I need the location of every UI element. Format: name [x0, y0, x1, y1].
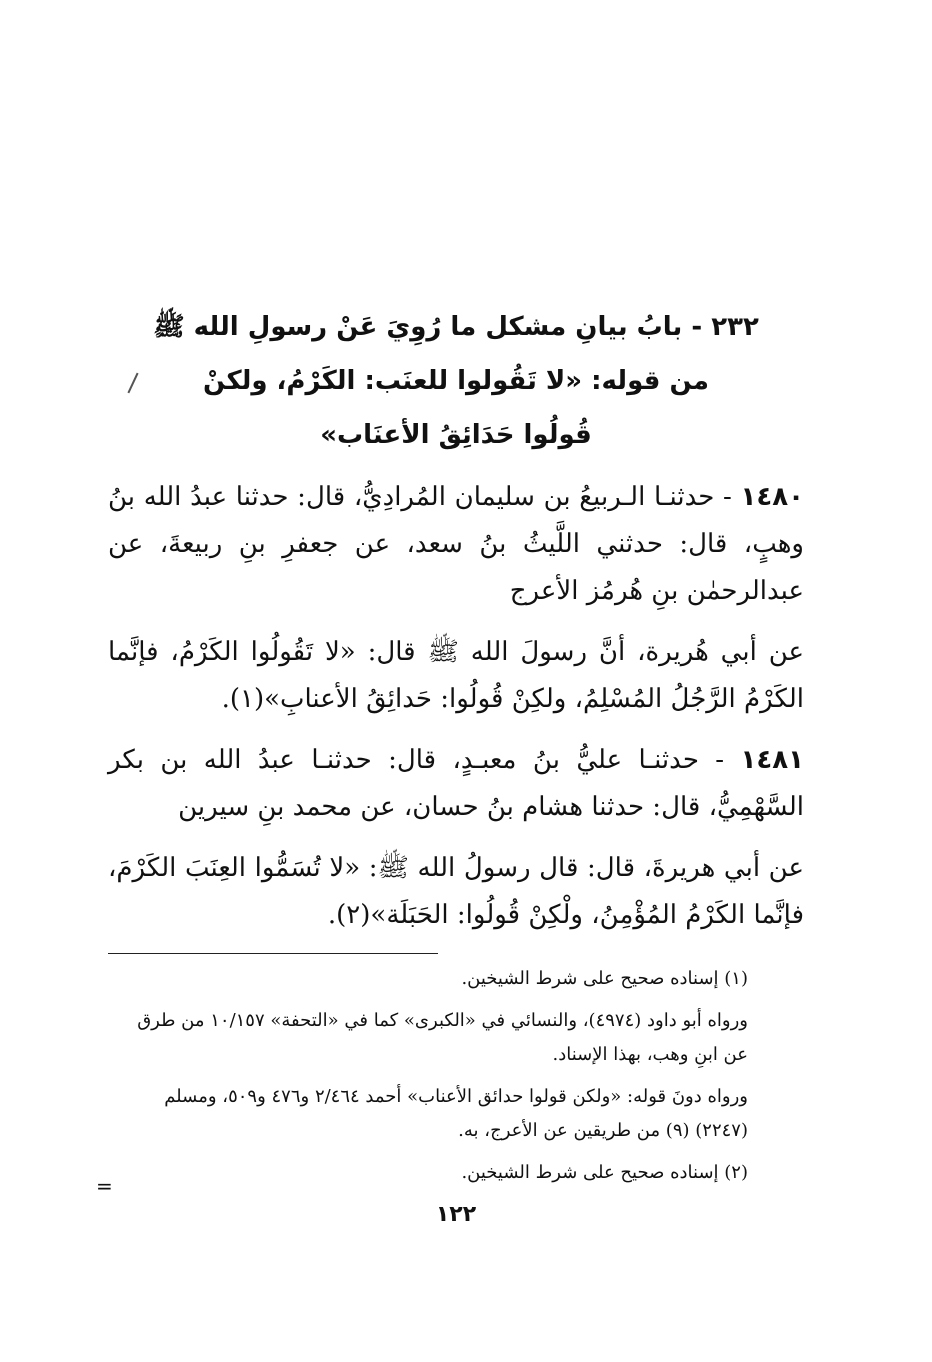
page-body	[108, 300, 804, 1227]
chapter-title-line-3: قُولُوا حَدَائِقُ الأعنَاب»	[320, 420, 592, 450]
chapter-title-line-1: ٢٣٢ - بابُ بيانِ مشكل ما رُوِيَ عَنْ رسولِ الله ﷺ	[153, 312, 759, 342]
hadith-number: ١٤٨١	[740, 745, 805, 775]
chapter-heading	[108, 300, 804, 462]
hadith-1481-matn: عن أبي هريرةَ، قال: قال رسولُ الله ﷺ: «لا تُسَمُّوا العِنَبَ الكَرْمَ، فإنَّما الكَرْمُ المُؤْمِنُ، ولْكِنْ قُولُوا: الحَبَلَة»(٢).	[108, 853, 804, 930]
footnote-separator	[108, 953, 438, 954]
footnote-1-text-a: ورواه أبو داود (٤٩٧٤)، والنسائي في «الكبرى» كما في «التحفة» ١٠/١٥٧ من طرق عن ابنِ وهب، بهذا الإسناد.	[137, 1010, 748, 1065]
hadith-1480-matn: عن أبي هُريرة، أنَّ رسولَ الله ﷺ قال: «لا تَقُولُوا الكَرْمُ، فإنَّما الكَرْمُ الرَّجُلُ المُسْلِمُ، ولكِنْ قُولُوا: حَدائِقُ الأعنابِ»(١).	[108, 637, 804, 714]
footnote-separator-wrap	[108, 953, 804, 954]
hadith-number: ١٤٨٠	[740, 482, 804, 512]
chapter-title-line-2: من قوله: «لا تَقُولوا للعنَب: الكَرْمُ، ولكنْ	[203, 366, 709, 396]
page-number: ١٢٢	[435, 1202, 477, 1227]
continuation-mark: =	[96, 1174, 113, 1198]
hadith-1481-isnad	[108, 737, 804, 831]
footnote-2: (٢) إسناده صحيح على شرط الشيخين.	[461, 1162, 748, 1183]
footnote-1: (١) إسناده صحيح على شرط الشيخين.	[461, 968, 748, 989]
hadith-1480-isnad	[108, 474, 804, 615]
hadith-isnad-text: - حدثنـا الـربيعُ بن سليمان المُرادِيُّ، قال: حدثنا عبدُ الله بنُ وهبٍ، قال: حدثني اللَّيثُ بنُ سعد، عن جعفرِ بنِ ربيعةَ، عن عبدالرحمٰن بنِ هُرمُز الأعرج	[108, 482, 804, 606]
hadith-isnad-text: - حدثنـا عليُّ بنُ معبـدٍ، قال: حدثنـا عبدُ الله بن بكر السَّهْمِيُّ، قال: حدثنا هشام بنُ حسان، عن محمد بنِ سيرين	[108, 745, 804, 822]
footnote-1-text-b: ورواه دونَ قوله: «ولكن قولوا حدائق الأعناب» أحمد ٢/٤٦٤ و٤٧٦ و٥٠٩، ومسلم (٢٢٤٧) (٩) من طريقين عن الأعرج، به.	[164, 1086, 748, 1141]
